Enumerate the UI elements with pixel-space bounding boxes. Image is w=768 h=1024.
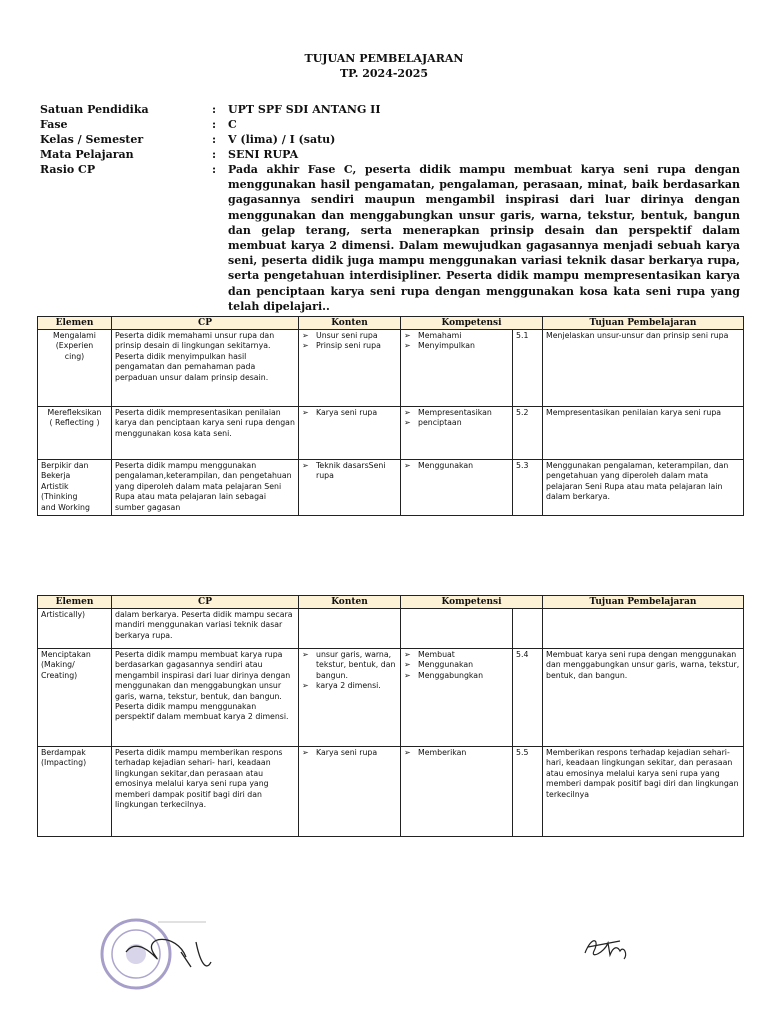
konten-item: ➢ Unsur seni rupa [302,331,397,341]
kompetensi-list [404,408,509,429]
tujuan-cell: Memberikan respons terhadap kejadian sehari- hari, keadaan lingkungan sekitar, dan perasaan atau emosinya melalui karya seni rupa yang memberi dampak positif bagi diri dan lingkungan terkecilnya [543,747,744,837]
elemen-cell [38,460,112,516]
konten-item: ➢ unsur garis, warna, tekstur, bentuk, dan bangun. [302,650,397,681]
kompetensi-item: ➢ Membuat [404,650,509,660]
info-row-rasio [40,162,740,314]
elemen-text: Bekerja [41,471,71,481]
info-colon: : [212,133,217,146]
info-label: Satuan Pendidika [40,103,149,116]
elemen-text: Berdampak [41,748,86,757]
kompetensi-item: ➢ Menggunakan [404,660,509,670]
tp-number-cell: 5.4 [513,649,543,747]
kompetensi-cell [401,330,513,407]
info-block [40,102,740,314]
header-konten: Konten [299,596,401,609]
elemen-text: ( Reflecting ) [49,418,100,428]
info-label: Mata Pelajaran [40,148,134,161]
table-row [38,649,744,747]
info-row [40,147,740,162]
kompetensi-list [404,748,509,758]
table-row [38,407,744,460]
konten-cell [299,407,401,460]
info-colon: : [212,163,217,176]
cp-cell: dalam berkarya. Peserta didik mampu secara mandiri menggunakan variasi teknik dasar berkarya rupa. [112,609,299,649]
cp-cell: Peserta didik mampu menggunakan pengalaman,keterampilan, dan pengetahuan yang diperoleh dalam mata pelajaran Seni Rupa atau mata pelajaran lain sebagai sumber gagasan [112,460,299,516]
konten-list [302,461,397,482]
cp-table-2 [37,595,744,837]
info-label: Kelas / Semester [40,133,144,146]
header-elemen: Elemen [38,317,112,330]
tujuan-cell [543,609,744,649]
konten-item: ➢ Teknik dasarsSeni rupa [302,461,397,482]
konten-list [302,650,397,692]
konten-list [302,748,397,758]
header-tujuan: Tujuan Pembelajaran [543,596,744,609]
tujuan-cell: Membuat karya seni rupa dengan menggunakan dan menggabungkan unsur garis, warna, tekstur, bentuk, dan bangun. [543,649,744,747]
tp-number-cell: 5.3 [513,460,543,516]
table-row [38,609,744,649]
info-row [40,102,740,117]
info-value: V (lima) / I (satu) [228,133,336,146]
elemen-text: (Impacting) [41,758,87,768]
info-row [40,117,740,132]
konten-list [302,331,397,352]
kompetensi-item: ➢ Memberikan [404,748,509,758]
tp-number-cell [513,609,543,649]
elemen-text: Mengalami [53,331,96,340]
elemen-text: (Making/ [41,660,75,670]
document-title: TUJUAN PEMBELAJARAN [304,52,464,65]
table-row [38,330,744,407]
konten-cell [299,460,401,516]
kompetensi-item: ➢ penciptaan [404,418,509,428]
elemen-text: Artistik [41,481,69,491]
info-colon: : [212,148,217,161]
rasio-label: Rasio CP [40,163,96,176]
elemen-text: (Experien [55,341,94,351]
kompetensi-item: ➢ Menyimpulkan [404,341,509,351]
tujuan-cell: Mempresentasikan penilaian karya seni rupa [543,407,744,460]
info-row [40,132,740,147]
konten-item: ➢ Prinsip seni rupa [302,341,397,351]
elemen-text: Artistically) [41,610,86,619]
tp-number-cell: 5.2 [513,407,543,460]
cp-table-1 [37,316,744,516]
header-kompetensi: Kompetensi [401,596,543,609]
document-subtitle: TP. 2024-2025 [339,67,429,80]
table-header-row [38,596,744,609]
konten-cell [299,330,401,407]
kompetensi-item: ➢ Mempresentasikan [404,408,509,418]
kompetensi-item: ➢ Memahami [404,331,509,341]
konten-item: ➢ Karya seni rupa [302,748,397,758]
konten-cell [299,649,401,747]
elemen-text: Berpikir dan [41,461,89,470]
konten-item: ➢ karya 2 dimensi. [302,681,397,691]
cp-cell: Peserta didik memahami unsur rupa dan prinsip desain di lingkungan sekitarnya. Peserta didik menyimpulkan hasil pengamatan dan pemahaman pada perpaduan unsur dalam prinsip desain. [112,330,299,407]
info-label: Fase [40,118,68,131]
info-colon: : [212,103,217,116]
elemen-text: (Thinking [41,492,78,502]
elemen-cell [38,609,112,649]
konten-list [302,408,397,418]
kompetensi-cell [401,747,513,837]
table-row [38,460,744,516]
cp-cell: Peserta didik mampu memberikan respons terhadap kejadian sehari- hari, keadaan lingkungan sekitar,dan perasaan atau emosinya melalui karya seni rupa yang memberi dampak positif bagi diri dan lingkungan terkecilnya. [112,747,299,837]
elemen-cell [38,330,112,407]
tujuan-cell: Menjelaskan unsur-unsur dan prinsip seni rupa [543,330,744,407]
kompetensi-cell [401,649,513,747]
info-value: UPT SPF SDI ANTANG II [228,103,381,116]
kompetensi-cell [401,407,513,460]
header-elemen: Elemen [38,596,112,609]
table-header-row [38,317,744,330]
teacher-signature [580,925,640,965]
cp-cell: Peserta didik mempresentasikan penilaian karya dan penciptaan karya seni rupa dengan menggunakan kosa kata seni. [112,407,299,460]
tp-number-cell: 5.5 [513,747,543,837]
elemen-text: cing) [64,351,85,361]
kompetensi-list [404,461,509,471]
info-value: SENI RUPA [228,148,299,161]
cp-cell: Peserta didik mampu membuat karya rupa berdasarkan gagasannya sendiri atau mengambil inspirasi dari luar dirinya dengan menggunakan dan menggabungkan unsur garis, warna, tekstur, bentuk, dan bangun. Peserta didik mampu menggunakan perspektif dalam membuat karya 2 dimensi. [112,649,299,747]
header-cp: CP [112,317,299,330]
info-colon: : [212,118,217,131]
kompetensi-list [404,650,509,681]
elemen-text: Creating) [41,670,78,680]
kompetensi-cell [401,609,513,649]
kompetensi-item: ➢ Menggabungkan [404,671,509,681]
school-stamp-and-signature [96,912,236,992]
tujuan-cell: Menggunakan pengalaman, keterampilan, dan pengetahuan yang diperoleh dalam mata pelajaran Seni Rupa atau mata pelajaran lain dalam berkarya. [543,460,744,516]
kompetensi-cell [401,460,513,516]
header-kompetensi: Kompetensi [401,317,543,330]
elemen-cell [38,747,112,837]
elemen-text: Merefleksikan [47,408,102,417]
info-value: C [228,118,237,131]
header-cp: CP [112,596,299,609]
konten-cell [299,747,401,837]
rasio-text: Pada akhir Fase C, peserta didik mampu membuat karya seni rupa dengan menggunakan hasil pengamatan, pengalaman, perasaan, minat, baik berdasarkan gagasannya sendiri maupun mengambil inspirasi dari luar dirinya dengan menggunakan dan menggabungkan unsur garis, warna, tekstur, bentuk, bangun dan gelap terang, serta menerapkan prinsip desain dan perspektif dalam membuat karya 2 dimensi. Dalam mewujudkan gagasannya menjadi sebuah karya seni, peserta didik juga mampu menggunakan variasi teknik dasar berkarya rupa, serta pengetahuan interdisipliner. Peserta didik mampu mempresentasikan karya dan penciptaan karya seni rupa dengan menggunakan kosa kata seni rupa yang telah dipelajari.. [228,163,740,313]
header-konten: Konten [299,317,401,330]
header-tujuan: Tujuan Pembelajaran [543,317,744,330]
kompetensi-list [404,331,509,352]
table-row [38,747,744,837]
elemen-text: and Working [41,502,90,512]
konten-item: ➢ Karya seni rupa [302,408,397,418]
elemen-text: Menciptakan [41,650,91,659]
kompetensi-item: ➢ Menggunakan [404,461,509,471]
elemen-cell [38,649,112,747]
tp-number-cell: 5.1 [513,330,543,407]
elemen-cell [38,407,112,460]
konten-cell [299,609,401,649]
